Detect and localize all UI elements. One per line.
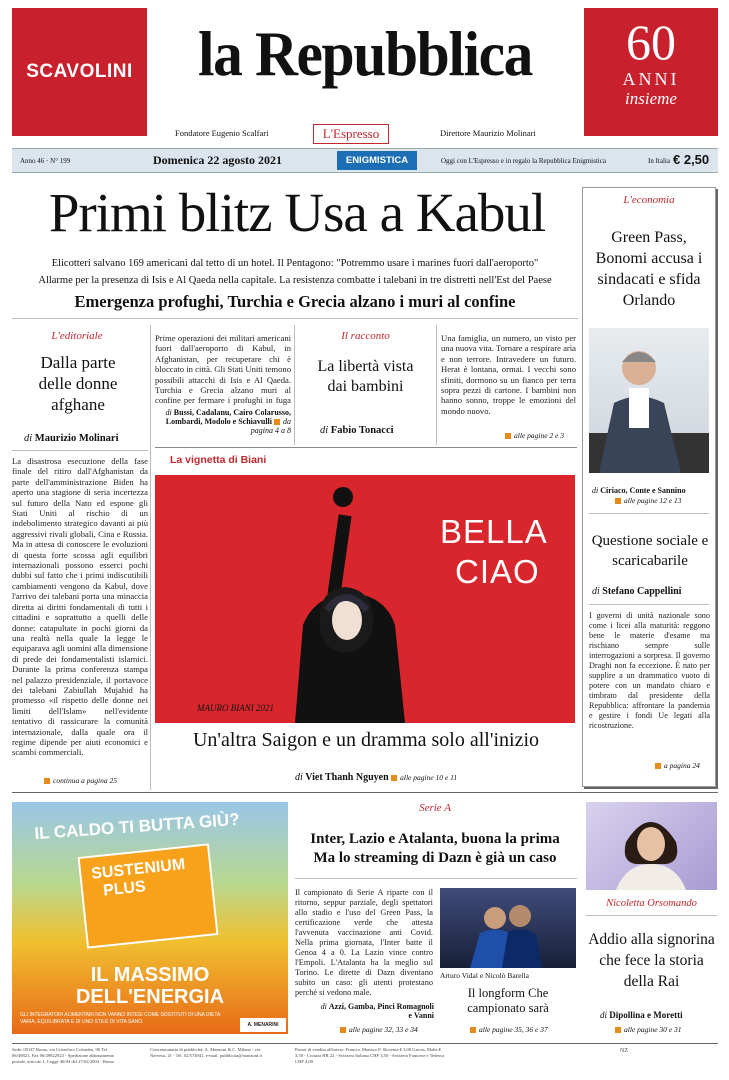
anniversary-badge bbox=[584, 8, 718, 136]
sponsor-text: SCAVOLINI bbox=[26, 61, 133, 82]
orsomando-section: Nicoletta Orsomando bbox=[606, 898, 697, 909]
director: Direttore Maurizio Molinari bbox=[440, 128, 536, 138]
ad-sustenium bbox=[12, 802, 288, 1034]
ad-claim-2: DELL'ENERGIA bbox=[75, 986, 225, 1008]
price: € 2,50 bbox=[673, 152, 710, 167]
cartoon-text-2: CIAO bbox=[455, 553, 540, 590]
economia-photo-figure bbox=[589, 328, 709, 473]
rule bbox=[12, 1043, 718, 1044]
rule bbox=[586, 915, 717, 916]
lead-deck-2: Allarme per la presenza di Isis e Al Qaeda nella capitale. La resistenza combatte i talebani in tre distretti nell'Est del Paese bbox=[38, 275, 552, 286]
rule bbox=[12, 792, 718, 793]
footer-col-3: Prezzi di vendita all'estero: Francia, Monaco P. Slovenia € 3,00 Grecia, Malta € 3,50 - Croazia HR 22 - Svizzera Italiana CHF 3,50 - Svizzera Francese e Tedesca CHF 4,00 bbox=[295, 1047, 445, 1064]
economia-pages-2: a pagina 24 bbox=[655, 761, 700, 770]
lead-deck-1: Elicotteri salvano 169 americani dal tetto di un hotel. Il Pentagono: "Potremmo usare i marines fuori dall'aeroporto" bbox=[51, 258, 539, 269]
economia-pages: alle pagine 12 e 13 bbox=[615, 496, 682, 505]
economia-title-2: Questione sociale e scaricabarile bbox=[591, 533, 709, 569]
economia-section: L'economia bbox=[623, 194, 675, 206]
footer-col-2: Concessionaria di pubblicità: A. Manzoni & C. Milano - via Nervesa, 21 - Tel. 02/574941, e-mail: pubblicita@manzoni.it bbox=[150, 1047, 263, 1058]
editorial-section: L'editoriale bbox=[51, 330, 103, 342]
orsomando-authors: di Dipollina e Moretti bbox=[600, 1010, 683, 1020]
footer-col-1: Sede: 00147 Roma, via Cristoforo Colombo, 90 Tel. 06/49821, Fax 06/49822923 - Spedizione abbonamento postale, articolo 1, Legge 46/04 del 27/02/2004 - Roma bbox=[12, 1047, 115, 1064]
cartoon-signature: MAURO BIANI 2021 bbox=[197, 703, 274, 713]
sport-authors: di Azzi, Gamba, Pinci Romagnoli e Vanni bbox=[320, 1002, 434, 1020]
newspaper-logo: la Repubblica bbox=[197, 18, 533, 89]
sport-title-1: Inter, Lazio e Atalanta, buona la prima bbox=[310, 831, 560, 847]
anniversary-sub: insieme bbox=[625, 89, 677, 108]
racconto-section: Il racconto bbox=[341, 330, 390, 342]
rule bbox=[295, 878, 577, 879]
cartoon-headline: Un'altra Saigon e un dramma solo all'inizio bbox=[192, 729, 539, 751]
ad-claim-1: IL MASSIMO bbox=[90, 964, 210, 986]
cartoon-image bbox=[155, 475, 575, 723]
anniversary-word: ANNI bbox=[622, 69, 680, 89]
sport-title-2: Ma lo streaming di Dazn è già un caso bbox=[313, 850, 557, 866]
sport-photo bbox=[440, 888, 576, 968]
ad-top-line: IL CALDO TI BUTTA GIÙ? bbox=[33, 809, 241, 844]
cartoon-text-1: BELLA bbox=[440, 513, 548, 550]
economia-author-2: di Stefano Cappellini bbox=[592, 586, 682, 597]
price-label: In Italia bbox=[648, 157, 670, 165]
ad-fine-print: GLI INTEGRATORI ALIMENTARI NON VANNO INTESI COME SOSTITUTI DI UNA DIETA VARIA, EQUILIBRATA E DI UNO STILE DI VITA SANO. bbox=[20, 1012, 221, 1025]
orsomando-photo bbox=[586, 802, 717, 890]
sponsor-logo bbox=[12, 8, 147, 136]
issue-date: Domenica 22 agosto 2021 bbox=[153, 153, 282, 167]
rule bbox=[150, 325, 151, 790]
editorial-author: di Maurizio Molinari bbox=[24, 433, 119, 444]
cartoon-author: di Viet Thanh Nguyen alle pagine 10 e 11 bbox=[295, 772, 458, 783]
orsomando-photo-figure bbox=[586, 802, 717, 890]
rule bbox=[12, 318, 578, 319]
rule bbox=[589, 513, 709, 514]
economia-authors: di Ciriaco, Conte e Sannino bbox=[592, 486, 686, 495]
economia-title: Green Pass, Bonomi accusa i sindacati e sfida Orlando bbox=[595, 229, 703, 309]
ad-product-box bbox=[78, 843, 219, 948]
sport-pages: alle pagine 32, 33 e 34 bbox=[340, 1025, 418, 1034]
economia-text-2: I governi di unità nazionale sono come i licei alla maturità: reggono bene le materie d'esame ma rischiano sempre sulle interrogazioni a sorpresa. Il governo Draghi non fa eccezione. È nato per supplire a un drammatico vuoto di potere con un mandato chiaro e timbrato dal presidente della Repubblica: affrontare la pandemia e gestire i fondi Ue legati alla ricostruzione. bbox=[589, 611, 710, 730]
anniversary-number: 60 bbox=[626, 14, 676, 70]
sport-photo-figure bbox=[440, 888, 576, 968]
rule bbox=[589, 604, 709, 605]
editorial-title: Dalla parte delle donne afghane bbox=[38, 353, 118, 414]
ad-brand-2: PLUS bbox=[102, 878, 147, 900]
story2-text: Prime operazioni dei militari americani fuori dall'aeroporto di Kabul, in Afghanistan, per recuperare chi è bloccato in città. Gli Stati Uniti temono possibili attacchi di Isis e Al Qaeda. Turchia e Grecia alzano muri al confine per fermare i profughi in fuga bbox=[155, 333, 291, 406]
racconto-text: Una famiglia, un numero, un visto per una nuova vita. Tornare a respirare aria e non terrore. Intravedere un futuro. Herat è lontana, ormai. I vecchi sono sfiniti, dormono su un fianco per terra sopra pezzi di cartone. I bambini non hanno sonno, troppe le emozioni del mondo nuovo. bbox=[441, 333, 576, 416]
enigmistica-logo: ENIGMISTICA bbox=[337, 151, 417, 170]
racconto-author: di Fabio Tonacci bbox=[320, 425, 394, 436]
racconto-title: La libertà vista dai bambini bbox=[317, 358, 414, 395]
racconto-pages: alle pagine 2 e 3 bbox=[505, 431, 564, 440]
sport-pages-3: alle pagine 35, 36 e 37 bbox=[470, 1025, 548, 1034]
cartoon-label: La vignetta di Biani bbox=[170, 454, 267, 466]
offer: Oggi con L'Espresso e in regalo la Repubblica Enigmistica bbox=[441, 157, 606, 165]
editorial-text: La disastrosa esecuzione della fase finale del ritiro dall'Afghanistan da parte dell'amministrazione Biden ha aperto una stagione di seria incertezza sul futuro della Nato ed espone gli Stati Uniti al rischio di un indebolimento strategico davanti ai più aggressivi rivali globali, Cina e Russia. Ma in attesa di conoscere le evoluzioni di questa forte scossa agli equilibri internazionali possono esserci pochi dubbi sul fatto che i primi indiscutibili cambiamenti vengono da Kabul, dove l'arrivo dei talebani porta una minaccia diretta ai diritti fondamentali di tutti i cittadini e soprattutto a quelli delle donne: catapultate in pochi giorni da una realtà nella quale la legge le equiparava agli uomini alla dimensione di prede dei fondamentalisti islamici. Durante la prima conferenza stampa nel palazzo presidenziale, il portavoce dei talebani Zabiullah Mujahid ha promesso «il rispetto delle donne nei limiti dell'Islam» nell'evidente tentativo di rassicurare la comunità internazionale, dalla quale ora il regime dipende per aiuti economici e scambi commerciali. bbox=[12, 456, 148, 758]
rule bbox=[155, 447, 577, 448]
footer-col-4: NZ bbox=[620, 1048, 628, 1054]
economia-photo bbox=[589, 328, 709, 473]
orsomando-pages: alle pagine 30 e 31 bbox=[615, 1025, 682, 1034]
sport-section: Serie A bbox=[419, 802, 451, 814]
lead-subheadline: Emergenza profughi, Turchia e Grecia alzano i muri al confine bbox=[74, 292, 516, 311]
sport-caption: Arturo Vidal e Nicolò Barella bbox=[440, 971, 529, 980]
story2-authors: di Bussi, Cadalanu, Cairo Colarusso, Lombardi, Modolo e Schiavulli da pagina 4 a 8 bbox=[165, 408, 291, 435]
rule bbox=[294, 325, 295, 445]
orsomando-title: Addio alla signorina che fece la storia della Rai bbox=[588, 931, 715, 990]
founder: Fondatore Eugenio Scalfari bbox=[175, 128, 269, 138]
editorial-continue: continua a pagina 25 bbox=[44, 776, 117, 785]
ad-brand: SUSTENIUM bbox=[90, 855, 187, 883]
sport-text: Il campionato di Serie A riparte con il ritorno, seppur parziale, degli spettatori allo stadio e l'uso del Green Pass, la certificazione verde che attesta l'avvenuta vaccinazione anti Covid. Nella prima giornata, l'Inter batte il Genoa 4 a 0. La Lazio vince contro l'Empoli. L'Atalanta ha la meglio sul Torino. Le dirette di Dazn diventano subito un caso: gli utenti protestano perché si vedono male. bbox=[295, 888, 433, 997]
rule bbox=[12, 450, 148, 451]
sport-title-3: Il longform Che campionato sarà bbox=[467, 986, 549, 1015]
ad-maker: A. MENARINI bbox=[240, 1018, 286, 1032]
rule bbox=[436, 325, 437, 445]
espresso-logo: L'Espresso bbox=[313, 124, 389, 144]
lead-headline: Primi blitz Usa a Kabul bbox=[48, 182, 546, 243]
issue-number: Anno 46 · N° 199 bbox=[20, 157, 71, 165]
